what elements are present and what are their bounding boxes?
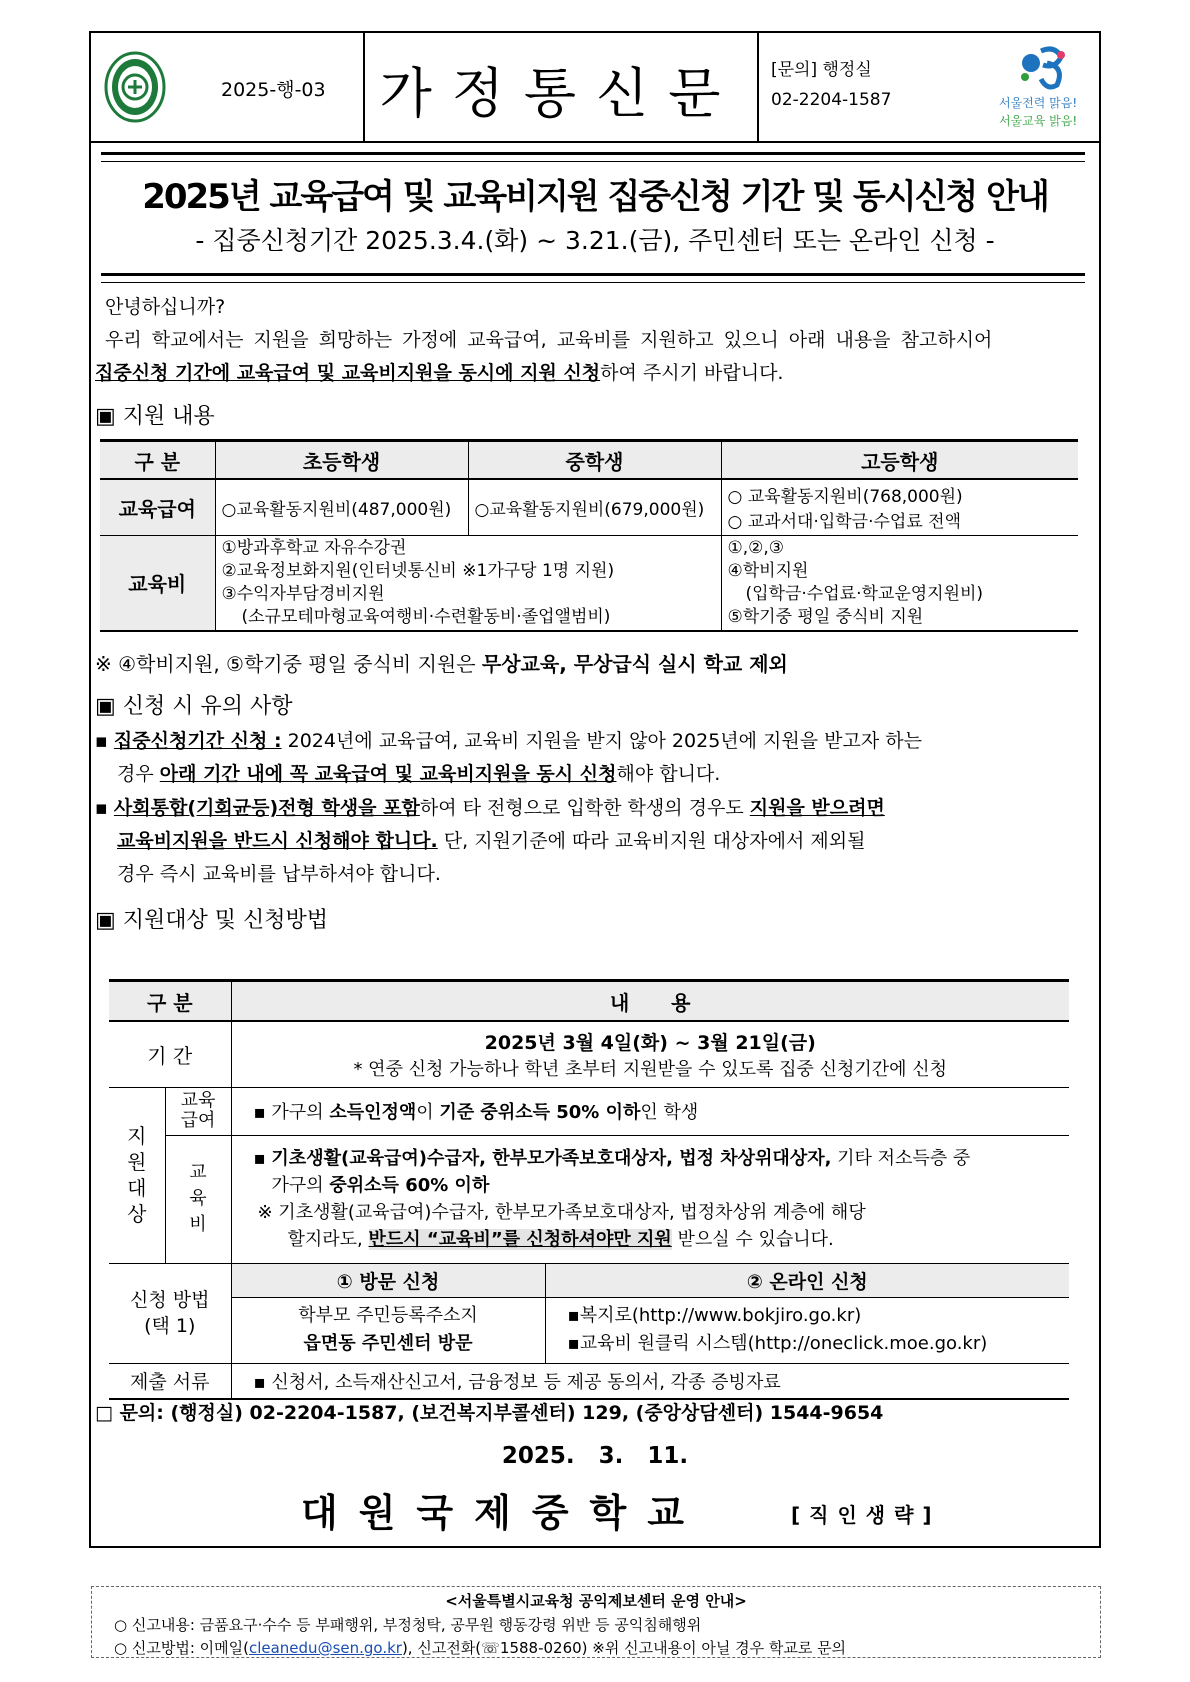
period-content: 2025년 3월 4일(화) ~ 3월 21일(금) * 연중 신청 가능하나 학년 초부터 지원받을 수 있도록 집중 신청기간에 신청 xyxy=(231,1021,1069,1087)
notice-title: <서울특별시교육청 공익제보센터 운영 안내> xyxy=(445,1592,747,1610)
method-label: 신청 방법 (택 1) xyxy=(109,1263,231,1363)
section1-heading: ▣ 지원 내용 xyxy=(95,404,215,429)
inquiry-line: □ 문의: (행정실) 02-2204-1587, (보건복지부콜센터) 129, (중앙상담센터) 1544-9654 xyxy=(95,1402,884,1424)
col-content: 내 용 xyxy=(231,981,1069,1022)
whistleblower-notice xyxy=(91,1586,1101,1658)
headline-title: 2025년 교육급여 및 교육비지원 집중신청 기간 및 동시신청 안내 xyxy=(142,177,1048,217)
documents-label: 제출 서류 xyxy=(109,1363,231,1399)
school-name: 대원국제중학교 xyxy=(301,1491,705,1535)
document-number: 2025-행-03 xyxy=(221,79,326,101)
edu-cost-target-label: 교육비 xyxy=(165,1135,231,1263)
edu-benefit-elementary: ○교육활동지원비(487,000원) xyxy=(215,479,468,535)
intro-line-2: 집중신청 기간에 교육급여 및 교육비지원을 동시에 지원 신청하여 주시기 바랍니다. xyxy=(95,362,784,384)
notice-bullet-1: ▪ 집중신청기간 신청 : 2024년에 교육급여, 교육비 지원을 받지 않아 2025년에 지원을 받고자 하는 xyxy=(95,730,922,752)
section2-heading: ▣ 신청 시 유의 사항 xyxy=(95,694,293,719)
contact-phone: 02-2204-1587 xyxy=(771,90,892,110)
school-seal-icon xyxy=(104,51,166,123)
notice-bullet-2-line-3: 경우 즉시 교육비를 납부하셔야 합니다. xyxy=(117,863,441,885)
greeting: 안녕하십니까? xyxy=(105,296,226,318)
seal-omitted: [직인생략] xyxy=(791,1503,941,1527)
header xyxy=(91,33,1099,143)
logo-text-2: 서울교육 밝음! xyxy=(999,114,1078,128)
online-application: ▪복지로(http://www.bokjiro.go.kr) ▪교육비 원클릭 시스템(http://oneclick.moe.go.kr) xyxy=(545,1297,1069,1363)
header-title-cell xyxy=(363,33,759,141)
title-divider-bottom xyxy=(101,273,1085,283)
title-divider-top xyxy=(101,152,1085,162)
documents-value: ▪ 신청서, 소득재산신고서, 금융정보 등 제공 동의서, 각종 증빙자료 xyxy=(231,1363,1069,1399)
report-email-link[interactable]: cleanedu@sen.go.kr xyxy=(248,1639,402,1657)
edu-cost-target: ▪ 기초생활(교육급여)수급자, 한부모가족보호대상자, 법정 차상위대상자, 기타 저소득층 중 가구의 중위소득 60% 이하 ※ 기초생활(교육급여)수급자, 한부모가족보호대상자, 법정차상위 계층에 해당 할지라도, 반드시 “교육비”를 신청하셔야만 지원 받으실 수 있습니다. xyxy=(231,1135,1069,1263)
col-high: 고등학생 xyxy=(721,441,1078,480)
col-middle: 중학생 xyxy=(468,441,721,480)
notice-bullet-1-line-2: 경우 아래 기간 내에 꼭 교육급여 및 교육비지원을 동시 신청해야 합니다. xyxy=(117,763,721,785)
target-label: 지원대상 xyxy=(109,1087,165,1263)
edu-benefit-high: ○ 교육활동지원비(768,000원) ○ 교과서대·입학금·수업료 전액 xyxy=(721,479,1078,535)
online-application-head: ② 온라인 신청 xyxy=(545,1263,1069,1297)
notice-report-method: ○ 신고방법: 이메일(cleanedu@sen.go.kr), 신고전화(☏1588-0260) ※위 신고내용이 아닐 경우 학교로 문의 xyxy=(114,1639,847,1657)
notice-bullet-2-line-2: 교육비지원을 반드시 신청해야 합니다. 단, 지원기준에 따라 교육비지원 대상자에서 제외될 xyxy=(117,830,866,852)
period-label: 기 간 xyxy=(109,1021,231,1087)
section3-heading: ▣ 지원대상 및 신청방법 xyxy=(95,908,329,933)
notice-bullet-2: ▪ 사회통합(기회균등)전형 학생을 포함하여 타 전형으로 입학한 학생의 경우도 지원을 받으려면 xyxy=(95,797,885,819)
intro-line-1: 우리 학교에서는 지원을 희망하는 가정에 교육급여, 교육비를 지원하고 있으니 아래 내용을 참고하시어 xyxy=(105,329,993,351)
logo-text-1: 서울전력 맑음! xyxy=(999,96,1078,110)
document-type-title: 가정통신문 xyxy=(379,62,741,125)
edu-benefit-target: ▪ 가구의 소득인정액이 기준 중위소득 50% 이하인 학생 xyxy=(231,1087,1069,1135)
headline-subtitle: - 집중신청기간 2025.3.4.(화) ~ 3.21.(금), 주민센터 또는 온라인 신청 - xyxy=(195,226,995,255)
col-category: 구 분 xyxy=(109,981,231,1022)
visit-application: 학부모 주민등록주소지 읍면동 주민센터 방문 xyxy=(231,1297,545,1363)
contact-label: [문의] 행정실 xyxy=(771,60,872,80)
support-content-table xyxy=(100,439,1078,632)
col-category: 구 분 xyxy=(100,441,215,480)
eligibility-method-table xyxy=(109,979,1069,1400)
issue-date: 2025. 3. 11. xyxy=(501,1443,689,1469)
edu-benefit-middle: ○교육활동지원비(679,000원) xyxy=(468,479,721,535)
header-left-cell xyxy=(91,33,365,141)
visit-application-head: ① 방문 신청 xyxy=(231,1263,545,1297)
edu-cost-elem-middle: ①방과후학교 자유수강권 ②교육정보화지원(인터넷통신비 ※1가구당 1명 지원) ③수익자부담경비지원 (소규모테마형교육여행비·수련활동비·졸업앨범비) xyxy=(215,535,721,631)
edu-benefit-target-label: 교육급여 xyxy=(165,1087,231,1135)
seoul-education-logo-icon xyxy=(991,41,1091,131)
edu-cost-high: ①,②,③ ④학비지원 (입학금·수업료·학교운영지원비) ⑤학기중 평일 중식비 지원 xyxy=(721,535,1078,631)
col-elementary: 초등학생 xyxy=(215,441,468,480)
row-edu-cost-label: 교육비 xyxy=(100,535,215,631)
row-edu-benefit-label: 교육급여 xyxy=(100,479,215,535)
document-frame xyxy=(89,31,1101,1548)
notice-report-content: ○ 신고내용: 금품요구·수수 등 부패행위, 부정청탁, 공무원 행동강령 위반 등 공익침해행위 xyxy=(114,1616,702,1634)
support-note: ※ ④학비지원, ⑤학기중 평일 중식비 지원은 무상교육, 무상급식 실시 학교 제외 xyxy=(95,652,788,676)
